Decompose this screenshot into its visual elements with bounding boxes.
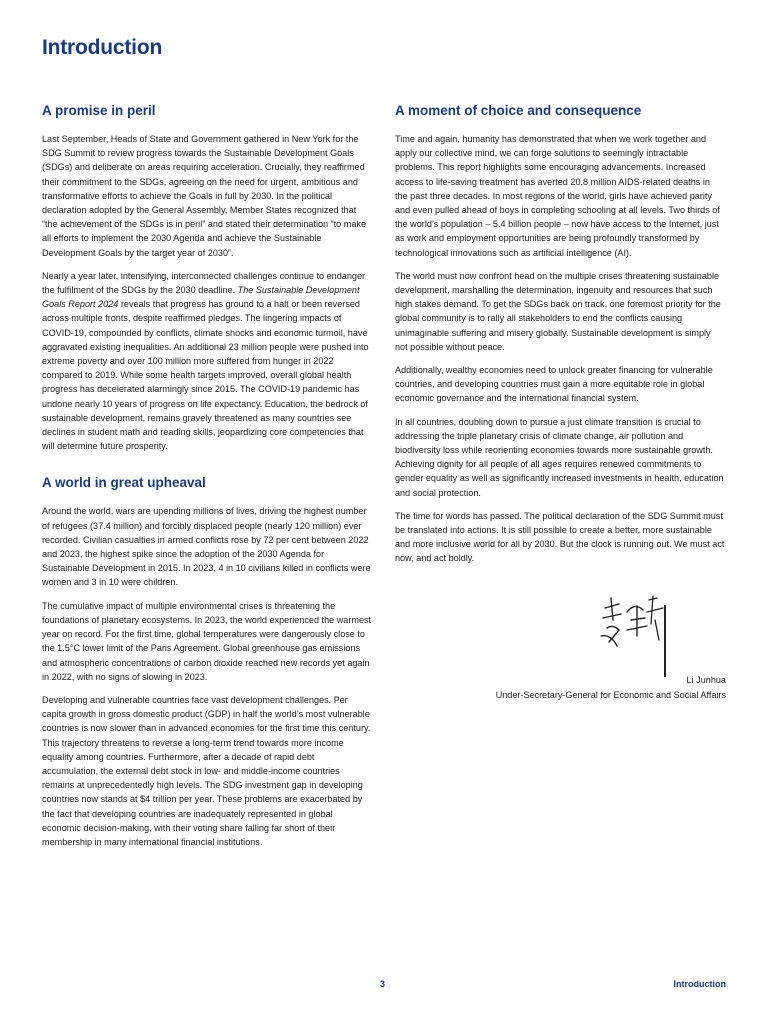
signature <box>597 590 669 666</box>
paragraph: Around the world, wars are upending millions of lives, driving the highest number of refugees (37.4 million) and forcibly displaced people (nearly 120 million) ever recorded. Civilian casualties in armed conflicts rose by 72 per cent between 2022 and 2023, the highest spike since the adoption of the 2030 Agenda for Sustainable Development in 2015. In 2023, 4 in 10 civilians killed in conflicts were women and 3 in 10 were children. <box>42 506 371 588</box>
paragraph: The world must now confront head on the multiple crises threatening sustainable development, marshalling the determination, ingenuity and resources that such high stakes demand. To get the SDGs back on track, one foremost priority for the global community is to rally all stakeholders to end the conflicts causing unimaginable suffering and misery globally. Sustainable development is simply not possible without peace. <box>395 270 721 352</box>
paragraph: The time for words has passed. The political declaration of the SDG Summit must be translated into actions. It is still possible to create a better, more sustainable and more inclusive world for all by 2030. But the clock is running out. We must act now, and act boldly. <box>395 510 725 564</box>
paragraph: Time and again, humanity has demonstrated that when we work together and apply our collective mind, we can forge solutions to seemingly intractable problems. This report highlights some encouraging advancements. Increased access to life-saving treatment has averted 20.8 million AIDS-related deaths in the past three decades. In most regions of the world, girls have achieved parity and even pulled ahead of boys in completing schooling at all levels. Two thirds of the world’s population – 5.4 billion people – now have access to the Internet, just as work and employment opportunities are being profoundly transformed by technological innovations such as artificial intelligence (AI). <box>395 134 720 258</box>
signer-name: Li Junhua <box>686 675 726 685</box>
paragraph: Last September, Heads of State and Government gathered in New York for the SDG Summit to review progress towards the Sustainable Development Goals (SDGs) and deliberate on areas requiring acceleration. Crucially, they reaffirmed their commitment to the SDGs, agreeing on the need for urgent, ambitious and transformative efforts to achieve the Goals in full by 2030. In the political declaration adopted by the General Assembly, Member States recognized that “the achievement of the SDGs is in peril” and stated their determination “to make all efforts to implement the 2030 Agenda and achieve the Sustainable Development Goals by the target year of 2030”. <box>42 134 366 258</box>
signature-stroke <box>664 605 666 677</box>
paragraph: Developing and vulnerable countries face vast development challenges. Per capita growth in gross domestic product (GDP) in half the world’s most vulnerable countries is now slower than in advanced economies for the first time this century. This trajectory threatens to reverse a long-term trend towards more income equality among countries. Furthermore, after a decade of rapid debt accumulation, the external debt stock in low- and middle-income countries remains at unprecedentedly high levels. The SDG investment gap in developing countries now stands at $4 trillion per year. These problems are exacerbated by the fact that developing countries are inadequately represented in global economic decision-making, with their voting share falling far short of their membership in many international financial institutions. <box>42 694 371 847</box>
paragraph: The cumulative impact of multiple environmental crises is threatening the foundations of planetary ecosystems. In 2023, the world experienced the warmest year on record. For the first time, global temperatures were dangerously close to the 1.5°C lower limit of the Paris Agreement. Global greenhouse gas emissions and atmospheric concentrations of carbon dioxide reached new records yet again in 2022, with no signs of slowing in 2023. <box>42 600 372 682</box>
footer-section-label: Introduction <box>673 979 726 989</box>
left-column <box>42 102 372 858</box>
page-number: 3 <box>380 979 386 989</box>
section-heading-world-in-upheaval: A world in great upheaval <box>42 475 206 491</box>
paragraph <box>42 269 372 454</box>
paragraph: Additionally, wealthy economies need to unlock greater financing for vulnerable countries, and developing countries must gain a more equitable role in global economic governance and the international financial system. <box>395 365 713 404</box>
page-title: Introduction <box>42 36 163 59</box>
section-heading-moment-of-choice: A moment of choice and consequence <box>395 103 642 118</box>
report-title-italic: The Sustainable Development Goals Report 2024 <box>42 285 360 310</box>
signer-title: Under-Secretary-General for Economic and Social Affairs <box>495 690 726 700</box>
section-heading-promise-in-peril: A promise in peril <box>42 103 156 118</box>
paragraph-text: reveals that progress has ground to a halt or been reversed across multiple fronts, despite reaffirmed pledges. The lingering impacts of COVID-19, compounded by conflicts, climate shocks and economic turmoil, have aggravated existing inequalities. An additional 23 million people were pushed into extreme poverty and over 100 million more suffered from hunger in 2022 compared to 2019. While some health targets improved, overall global health progress has decelerated alarmingly since 2015. The COVID-19 pandemic has undone nearly 10 years of progress on life expectancy. Education, the bedrock of sustainable development, remains gravely threatened as many countries see declines in student math and reading skills, jeopardizing core competencies that will determine future prosperity. <box>42 299 369 452</box>
paragraph: In all countries, doubling down to pursue a just climate transition is crucial to addressing the triple planetary crisis of climate change, air pollution and biodiversity loss while reorienting economies towards more sustainable growth. Achieving dignity for all people of all ages requires renewed commitments to gender equality as well as significantly increased investments in health, education and social protection. <box>395 416 724 498</box>
paragraph-text: Nearly a year later, intensifying, interconnected challenges continue to endanger the fulfilment of the SDGs by the 2030 deadline. <box>42 270 366 296</box>
right-column <box>395 102 725 575</box>
